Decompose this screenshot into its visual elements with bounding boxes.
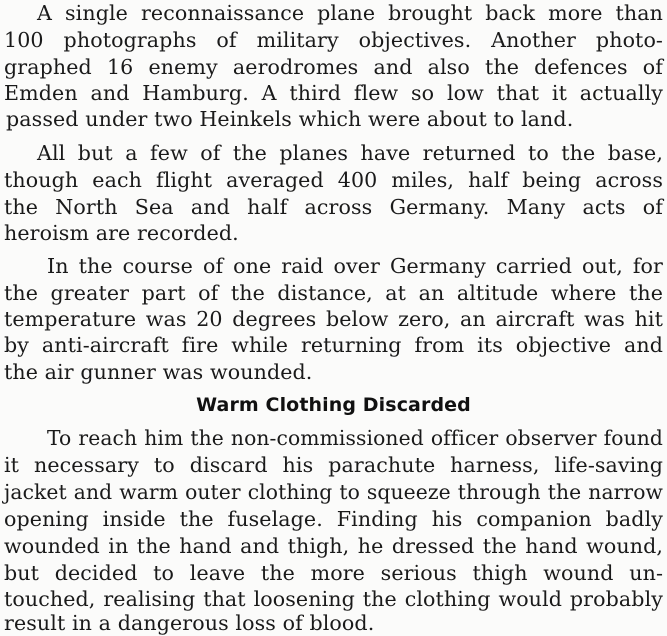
p3-line-5: the air gunner was wounded. <box>4 360 313 384</box>
p3-line-4: by anti-aircraft fire while returning from its objective and <box>4 333 663 357</box>
p1-line-5: passed under two Heinkels which were about to land. <box>6 107 574 131</box>
p4-line-5: wounded in the hand and thigh, he dressed the hand wound, <box>4 534 663 558</box>
p2-line-4: heroism are recorded. <box>4 221 239 245</box>
p1-line-4: Emden and Hamburg. A third flew so low that it actually <box>4 81 663 105</box>
p4-line-6: but decided to leave the more serious thigh wound un- <box>4 561 663 585</box>
p4-line-7: touched, realising that loosening the clothing would probably <box>4 587 663 611</box>
section-heading: Warm Clothing Discarded <box>196 394 471 416</box>
p2-line-1: All but a few of the planes have returned to the base, <box>37 141 663 165</box>
p1-line-2: 100 photographs of military objectives. Another photo- <box>4 28 663 52</box>
p3-line-2: the greater part of the distance, at an altitude where the <box>4 281 663 305</box>
p3-line-1: In the course of one raid over Germany carried out, for <box>47 254 663 278</box>
p4-line-8: result in a dangerous loss of blood. <box>4 611 375 635</box>
p4-line-2: it necessary to discard his parachute harness, life-saving <box>4 453 663 477</box>
p2-line-2: though each flight averaged 400 miles, half being across <box>4 168 663 192</box>
p4-line-3: jacket and warm outer clothing to squeeze through the narrow <box>4 480 663 504</box>
p1-line-1: A single reconnaissance plane brought back more than <box>37 1 663 25</box>
p3-line-3: temperature was 20 degrees below zero, an aircraft was hit <box>4 307 663 331</box>
p4-line-4: opening inside the fuselage. Finding his companion badly <box>4 507 663 531</box>
p1-line-3: graphed 16 enemy aerodromes and also the defences of <box>4 55 663 79</box>
p4-line-1: To reach him the non-commissioned officer observer found <box>47 426 663 450</box>
p2-line-3: the North Sea and half across Germany. Many acts of <box>4 195 663 219</box>
